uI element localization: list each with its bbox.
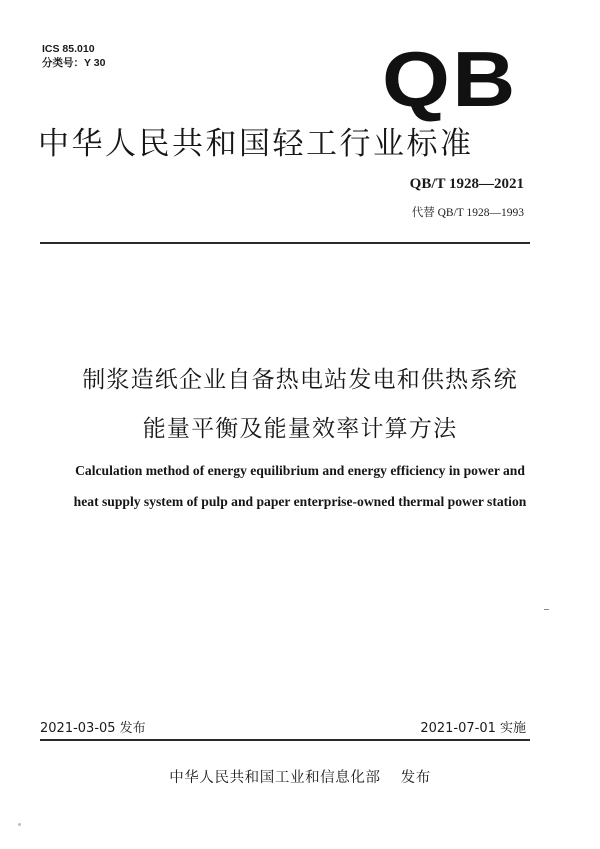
issue-date: 2021-03-05 发布 <box>40 721 146 736</box>
document-title-en-line1: Calculation method of energy equilibrium and energy efficiency in power and <box>75 463 525 478</box>
ics-block <box>42 42 105 70</box>
top-divider <box>40 242 530 244</box>
standard-category: 中华人民共和国轻工行业标准 <box>38 126 474 162</box>
issuer-action: 发布 <box>400 770 431 786</box>
classification-code: 分类号：Y 30 <box>42 57 106 69</box>
ics-code: ICS 85.010 <box>42 43 95 55</box>
document-title-en-line2: heat supply system of pulp and paper enterprise-owned thermal power station <box>73 494 527 509</box>
issuer-organization: 中华人民共和国工业和信息化部 <box>169 770 381 786</box>
bottom-divider <box>40 739 530 741</box>
document-title-cn-line2: 能量平衡及能量效率计算方法 <box>142 416 458 442</box>
scan-speck <box>18 823 21 826</box>
margin-mark <box>544 609 549 610</box>
replaces-standard: 代替 QB/T 1928—1993 <box>411 207 524 219</box>
standard-code: QB/T 1928—2021 <box>409 176 524 192</box>
qb-logo: QB <box>382 35 518 123</box>
issuer <box>0 766 600 787</box>
implementation-date: 2021-07-01 实施 <box>420 721 526 736</box>
document-title-cn-line1: 制浆造纸企业自备热电站发电和供热系统 <box>82 367 518 393</box>
